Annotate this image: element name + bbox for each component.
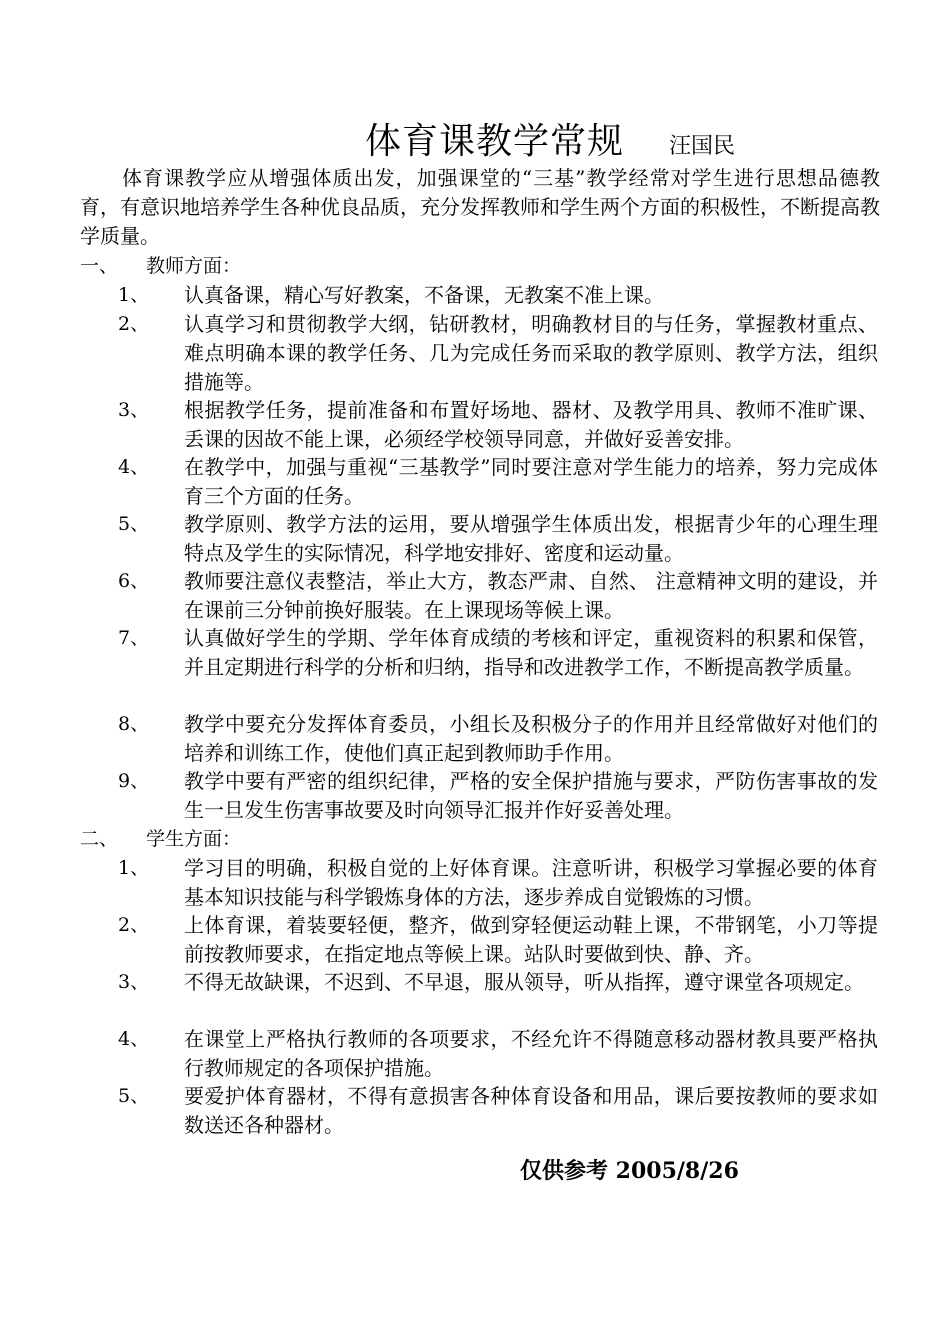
intro-paragraph: 体育课教学应从增强体质出发，加强课堂的“三基”教学经常对学生进行思想品德教育，有意识地培养学生各种优良品质，充分发挥教师和学生两个方面的积极性，不断提高教学质量。 [80, 166, 880, 248]
section-heading-student [80, 825, 241, 854]
item-number: 4、 [118, 456, 150, 478]
author-name: 汪国民 [669, 134, 736, 159]
item-text: 教学中要有严密的组织纪律，严格的安全保护措施与要求，严防伤害事故的发生一旦发生伤害事故要及时向领导汇报并作好妥善处理。 [184, 769, 878, 822]
item-text: 教师要注意仪表整洁，举止大方，教态严肃、自然、 注意精神文明的建设，并在课前三分钟前换好服装。在上课现场等候上课。 [184, 569, 878, 622]
section-number: 一、 [80, 255, 119, 277]
item-number: 5、 [118, 1085, 150, 1107]
item-number: 2、 [118, 313, 150, 335]
list-item [118, 911, 878, 969]
item-number: 1、 [118, 284, 150, 306]
item-text: 教学原则、教学方法的运用，要从增强学生体质出发，根据青少年的心理生理特点及学生的实际情况，科学地安排好、密度和运动量。 [184, 512, 878, 565]
item-number: 7、 [118, 627, 150, 649]
list-item [118, 396, 878, 454]
item-number: 8、 [118, 713, 150, 735]
list-item [118, 281, 878, 310]
item-text: 学习目的明确，积极自觉的上好体育课。注意听讲，积极学习掌握必要的体育基本知识技能与科学锻炼身体的方法，逐步养成自觉锻炼的习惯。 [184, 856, 878, 909]
page-title: 体育课教学常规 [364, 121, 624, 162]
footer-note: 仅供参考 2005/8/26 [520, 1158, 739, 1184]
list-item [118, 510, 878, 568]
section-heading-teacher [80, 252, 241, 281]
item-number: 2、 [118, 914, 150, 936]
item-text: 在教学中，加强与重视“三基教学”同时要注意对学生能力的培养，努力完成体育三个方面的任务。 [184, 455, 878, 508]
list-item [118, 710, 878, 768]
item-text: 认真学习和贯彻教学大纲，钻研教材，明确教材目的与任务，掌握教材重点、难点明确本课的教学任务、几为完成任务而采取的教学原则、教学方法，组织措施等。 [184, 312, 878, 394]
list-item [118, 854, 878, 912]
item-text: 要爱护体育器材，不得有意损害各种体育设备和用品，课后要按教师的要求如数送还各种器材。 [184, 1084, 878, 1137]
item-number: 6、 [118, 570, 150, 592]
item-text: 在课堂上严格执行教师的各项要求，不经允许不得随意移动器材教具要严格执行教师规定的各项保护措施。 [184, 1027, 878, 1080]
item-number: 5、 [118, 513, 150, 535]
section-title: 学生方面： [146, 828, 242, 850]
list-item [118, 968, 878, 997]
item-number: 3、 [118, 399, 150, 421]
list-item [118, 310, 878, 397]
item-number: 4、 [118, 1028, 150, 1050]
list-item [118, 1082, 878, 1140]
item-number: 3、 [118, 971, 150, 993]
list-item [118, 453, 878, 511]
list-item [118, 1025, 878, 1083]
item-number: 9、 [118, 770, 150, 792]
list-item [118, 624, 878, 682]
item-number: 1、 [118, 857, 150, 879]
item-text: 根据教学任务，提前准备和布置好场地、器材、及教学用具、教师不准旷课、丢课的因故不能上课，必须经学校领导同意，并做好妥善安排。 [184, 398, 878, 451]
section-number: 二、 [80, 828, 119, 850]
item-text: 认真做好学生的学期、学年体育成绩的考核和评定，重视资料的积累和保管，并且定期进行科学的分析和归纳，指导和改进教学工作，不断提高教学质量。 [184, 626, 878, 679]
item-text: 教学中要充分发挥体育委员，小组长及积极分子的作用并且经常做好对他们的培养和训练工作，使他们真正起到教师助手作用。 [184, 712, 878, 765]
section-title: 教师方面： [146, 255, 242, 277]
item-text: 认真备课，精心写好教案，不备课，无教案不准上课。 [184, 283, 664, 307]
item-text: 不得无故缺课，不迟到、不早退，服从领导，听从指挥，遵守课堂各项规定。 [184, 970, 864, 994]
title-row [0, 113, 950, 164]
list-item [118, 767, 878, 825]
item-text: 上体育课，着装要轻便，整齐，做到穿轻便运动鞋上课，不带钢笔，小刀等提前按教师要求，在指定地点等候上课。站队时要做到快、静、齐。 [184, 913, 878, 966]
list-item [118, 567, 878, 625]
